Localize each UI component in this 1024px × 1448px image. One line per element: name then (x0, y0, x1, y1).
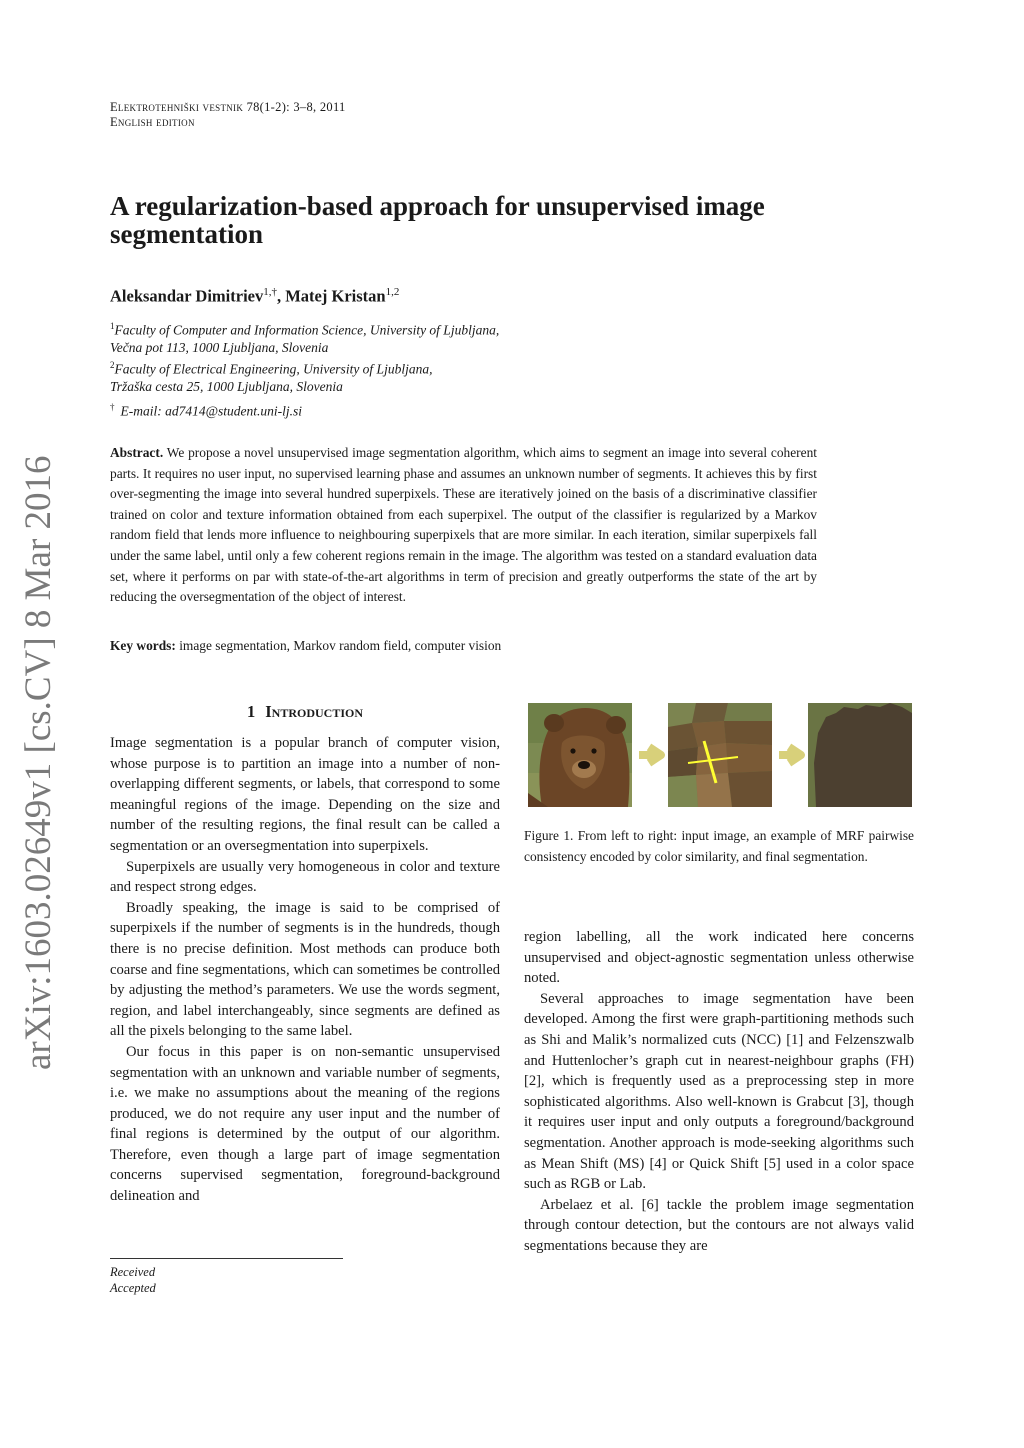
segmentation-image (808, 703, 912, 807)
paragraph: Broadly speaking, the image is said to be comprised of superpixels if the number of segments is in the hundreds, though there is no precise definition. Most methods can produce both coarse and fine segmentations, which can sometimes be controlled by adjusting the method’s parameters. We use the words segment, region, and label interchangeably, since segments are defined as all the pixels belonging to the same label. (110, 899, 500, 1040)
arrow-icon (777, 703, 809, 807)
author-affiliation-mark: 1,† (263, 286, 277, 298)
figure-1 (528, 703, 914, 807)
paragraph: Image segmentation is a popular branch of computer vision, whose purpose is to partition an image into a number of non-overlapping different segments, or labels, that correspond to some meaningful regions of the image. Depending on the size and number of the resulting regions, the final result can be called a segmentation or an oversegmentation into superpixels. (110, 735, 500, 854)
superpixel-image (668, 703, 772, 807)
right-column (524, 927, 914, 1257)
section-number: 1 (246, 702, 256, 721)
abstract-label: Abstract. (110, 445, 164, 460)
email-mark: † (110, 402, 115, 412)
author-list: Aleksandar Dimitriev$^{1,\dagger}$, Matej Kristan$^{1,2}$ (110, 286, 400, 306)
paragraph: Our focus in this paper is on non-semantic unsupervised segmentation with an unknown and variable number of segments, i.e. we make no assumptions about the meaning of the regions produced, we do not require any user input and the number of final regions is determined by the output of our algorithm. Therefore, even though a large part of image segmentation concerns supervised segmentation, foreground-background delineation and (110, 1043, 500, 1205)
keywords-text: image segmentation, Markov random field, computer vision (179, 638, 502, 653)
paper-title: A regularization-based approach for unsupervised image segmentation (110, 191, 765, 249)
author-name: Aleksandar Dimitriev (110, 286, 264, 306)
affiliation-line: $^1$Faculty of Computer and Information Science, University of Ljubljana, (110, 321, 500, 338)
affiliation-line: $^2$Faculty of Electrical Engineering, University of Ljubljana, (110, 359, 433, 376)
section-title: Introduction (265, 702, 363, 721)
journal-citation: Elektrotehniški vestnik 78(1-2): 3–8, 2011 (110, 100, 346, 114)
journal-header (110, 100, 346, 130)
arxiv-stamp: arXiv:1603.02649v1 [cs.CV] 8 Mar 2016 (18, 455, 59, 1070)
footnotes (110, 1264, 156, 1296)
email-text: E-mail: ad7414@student.uni-lj.si (120, 403, 303, 419)
figure-panel-input-image (528, 703, 632, 807)
keywords (110, 638, 817, 654)
arrow-icon (637, 703, 669, 807)
left-column (110, 733, 500, 1207)
abstract (110, 443, 817, 608)
affiliation-address: Tržaška cesta 25, 1000 Ljubljana, Slovenia (110, 378, 343, 394)
keywords-label: Key words: (110, 638, 176, 653)
affiliation-address: Večna pot 113, 1000 Ljubljana, Slovenia (110, 340, 329, 355)
received-label: Received (110, 1265, 156, 1279)
section-heading (110, 702, 500, 722)
figure-panel-mrf-consistency (668, 703, 772, 807)
paragraph: Superpixels are usually very homogeneous in color and texture and respect strong edges. (110, 858, 500, 896)
affiliation-mark: 2 (110, 359, 115, 370)
footnote-rule (110, 1258, 343, 1259)
contact-email (110, 402, 302, 420)
accepted-label: Accepted (110, 1281, 156, 1295)
affiliations (110, 318, 499, 395)
bear-image (528, 703, 632, 807)
affiliation-mark: 1 (110, 321, 115, 331)
author-name: Matej Kristan (285, 286, 386, 306)
author-affiliation-mark: 1,2 (385, 286, 400, 298)
figure-caption: Figure 1. From left to right: input image, an example of MRF pairwise consistency encoded by color similarity, and final segmentation. (524, 828, 914, 864)
journal-edition: English edition (110, 115, 195, 129)
paragraph: Arbelaez et al. [6] tackle the problem image segmentation through contour detection, but the contours are not always valid segmentations because they are (524, 1196, 914, 1254)
abstract-text: We propose a novel unsupervised image segmentation algorithm, which aims to segment an image into several coherent parts. It requires no user input, no supervised learning phase and assumes an unknown number of segments. It achieves this by first over-segmenting the image into several hundred superpixels. These are iteratively joined on the basis of a discriminative classifier trained on color and texture information obtained from each superpixel. The output of the classifier is regularized by a Markov random field that lends more influence to neighbouring superpixels that are more similar. In each iteration, similar superpixels fall under the same label, until only a few coherent regions remain in the image. The algorithm was tested on a standard evaluation data set, where it performs on par with state-of-the-art algorithms in term of precision and greatly outperforms the state of the art by reducing the oversegmentation of the object of interest. (110, 445, 818, 605)
paragraph: region labelling, all the work indicated here concerns unsupervised and object-agnostic segmentation unless otherwise noted. (524, 929, 914, 987)
paragraph: Several approaches to image segmentation have been developed. Among the first were graph-partitioning methods such as Shi and Malik’s normalized cuts (NCC) [1] and Felzenszwalb and Huttenlocher’s graph cut in nearest-neighbour graphs (FH) [2], which is frequently used as a preprocessing step in more sophisticated algorithms. Also well-known is Grabcut [3], though it requires user input and only outputs a foreground/background segmentation. Another approach is mode-seeking algorithms such as Mean Shift (MS) [4] or Quick Shift [5] used in a color space such as RGB or Lab. (524, 990, 914, 1193)
figure-panel-final-segmentation (808, 703, 912, 807)
